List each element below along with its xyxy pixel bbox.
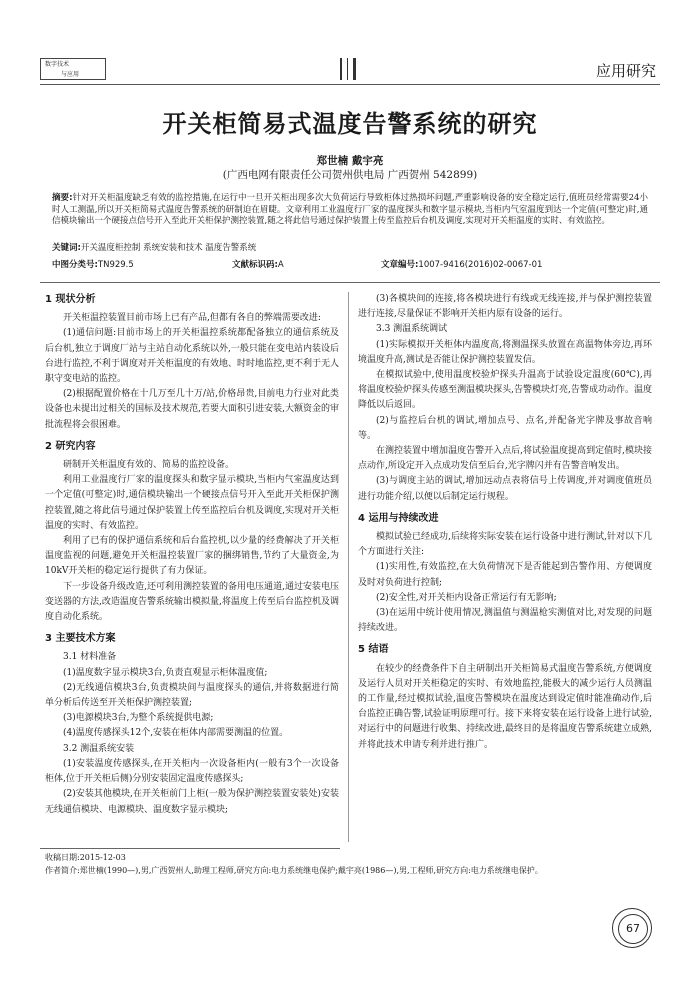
author-bio: 作者简介:郑世楠(1990—),男,广西贺州人,助理工程师,研究方向:电力系统继电保护;戴宇亮(1986—),男,工程师,研究方向:电力系统继电保护。 xyxy=(45,866,543,875)
paragraph: 开关柜温控装置目前市场上已有产品,但都有各自的弊端需要改进: xyxy=(63,313,321,324)
footnote-divider xyxy=(40,848,340,849)
doc-code-value: A xyxy=(277,260,284,270)
section-heading: 5 结语 xyxy=(358,644,389,656)
journal-logo xyxy=(40,58,106,80)
keywords xyxy=(52,243,648,254)
left-column xyxy=(45,292,339,818)
paragraph: 在测控装置中增加温度告警开入点后,将试验温度提高到定值时,模块接点动作,所设定开入点成功发信至后台,光字牌闪并有告警音响发出。 xyxy=(358,446,652,472)
paragraph: (3)电源模块3台,为整个系统提供电源; xyxy=(63,713,214,724)
header-divider xyxy=(40,84,660,85)
abstract-divider xyxy=(40,282,660,283)
section-heading: 1 现状分析 xyxy=(45,294,96,305)
paragraph: (3)在运用中统计使用情况,测温值与测温枪实测值对比,对发现的问题持续改进。 xyxy=(358,608,652,634)
paragraph: 利用工业温度行厂家的温度探头和数字显示模块,当柜内气室温度达到一个定值(可整定)时,通信模块输出一个硬接点信号开入至此开关柜保护测控装置,随之将此信号通过保护装置上传至监控后台机及调度,实现对开关柜温度的实时、有效监控。 xyxy=(45,475,339,531)
header-bar xyxy=(340,58,342,80)
affiliation: (广西电网有限责任公司贺州供电局 广西贺州 542899) xyxy=(222,169,478,181)
paragraph: 下一步设备升级改造,还可利用测控装置的备用电压通道,通过安装电压变送器的方法,改造温度告警系统输出模拟量,将温度上传至后台监控机及调度自动化系统。 xyxy=(45,581,339,623)
paragraph: (2)根据配置价格在十几万至几十万/站,价格昂贵,目前电力行业对此类设备也未提出过相关的国标及技术规范,若要大面积引进安装,大额资金的审批流程将会很困难。 xyxy=(45,389,339,430)
journal-name-line1: 数字技术 xyxy=(45,61,70,68)
page-number: 67 xyxy=(618,914,648,944)
keywords-text: 开关温度柜控制 系统安装和技术 温度告警系统 xyxy=(80,243,257,253)
paragraph: (3)与调度主站的调试,增加远动点表将信号上传调度,并对调度值班员进行功能介绍,以便以后制定运行规程。 xyxy=(358,476,652,502)
paragraph: (2)安全性,对开关柜内设备正常运行有无影响; xyxy=(376,592,557,603)
paper-title: 开关柜简易式温度告警系统的研究 xyxy=(162,110,538,138)
footnote xyxy=(45,851,645,877)
paragraph: (1)安装温度传感探头,在开关柜内一次设备柜内(一般有3个一次设备柜体,位于开关柜后侧)分别安装固定温度传感探头; xyxy=(45,758,339,785)
abstract-text: 针对开关柜温度缺乏有效的监控措施,在运行中一旦开关柜出现多次大负荷运行导致柜体过热损坏问题,严重影响设备的安全稳定运行,值班员经常需要24小时人工测温,所以开关柜简易式温度告警系统的研制迫在眉睫。文章利用工业温度行厂家的温度探头和数字显示模块,当柜内气室温度到达一个定值(可整定)时,通信模块输出一个硬接点信号开入至此开关柜保护测控装置,随之将此信号通过保护装置上传至监控后台机及调度,实现对开关柜温度的实时、有效监控。 xyxy=(52,193,648,226)
right-column xyxy=(358,292,652,753)
subsection-heading: 3.1 材料准备 xyxy=(63,652,117,663)
journal-name-line2: 与应用 xyxy=(61,71,80,78)
article-number-label: 文章编号: xyxy=(381,260,419,270)
abstract xyxy=(52,193,648,228)
received-date: 收稿日期:2015-12-03 xyxy=(45,853,126,862)
paragraph: (1)温度数字显示模块3台,负责直观显示柜体温度值; xyxy=(63,667,268,678)
authors: 郑世楠 戴宇亮 xyxy=(316,155,384,167)
section-heading: 4 运用与持续改进 xyxy=(358,512,439,524)
column-divider xyxy=(348,292,349,842)
paragraph: 研制开关柜温度有效的、简易的监控设备。 xyxy=(63,460,235,471)
paragraph: (2)无线通信模块3台,负责模块间与温度探头的通信,并将数据进行简单分析后传送至开关柜保护测控装置; xyxy=(45,682,339,709)
subsection-heading: 3.2 测温系统安装 xyxy=(63,743,135,754)
doc-code-label: 文献标识码: xyxy=(232,260,278,270)
article-number-value: 1007-9416(2016)02-0067-01 xyxy=(418,260,543,270)
paragraph: 在模拟试验中,使用温度校验炉探头升温高于试验设定温度(60℃),再将温度校验炉探头传感至测温模块探头,告警模块灯亮,告警成功动作。温度降低以后返回。 xyxy=(358,370,652,411)
paragraph: (1)实际模拟开关柜体内温度高,将测温探头放置在高温物体旁边,再环境温度升高,测试是否能让保护测控装置发信。 xyxy=(358,339,652,365)
paragraph: (1)实用性,有效监控,在大负荷情况下是否能起到告警作用、方便调度及时对负荷进行控制; xyxy=(358,562,652,588)
section-heading: 3 主要技术方案 xyxy=(45,633,116,645)
paragraph: 利用了已有的保护通信系统和后台监控机,以少量的经费解决了开关柜温度监视的问题,避免开关柜温控装置厂家的捆绑销售,节约了大量资金,为10kV开关柜的稳定运行提供了有力保证。 xyxy=(45,536,339,577)
paragraph: (2)安装其他模块,在开关柜前门上柜(一般为保护测控装置安装处)安装无线通信模块、电源模块、温度数字显示模块; xyxy=(45,789,339,815)
paragraph: (4)温度传感探头12个,安装在柜体内部需要测温的位置。 xyxy=(63,728,289,739)
section-tag: 应用研究 xyxy=(595,62,656,80)
paragraph: (2)与监控后台机的调试,增加点号、点名,并配备光字牌及事故音响等。 xyxy=(358,415,652,441)
clc-value: TN929.5 xyxy=(97,260,134,270)
header-bars xyxy=(340,58,362,80)
clc-label: 中图分类号: xyxy=(52,260,98,270)
section-heading: 2 研究内容 xyxy=(45,440,96,452)
header-bar xyxy=(353,58,356,80)
keywords-label: 关键词: xyxy=(52,243,81,253)
paragraph: (1)通信问题:目前市场上的开关柜温控系统都配备独立的通信系统及后台机,独立于调度厂站与主站自动化系统以外,一般只能在变电站内装设后台进行监控,不利于调度对开关柜温度的有效地、时时地监控,更不利于无人职守变电站的监控。 xyxy=(45,328,339,385)
header-bar xyxy=(347,58,348,80)
paragraph: (3)各模块间的连接,将各模块进行有线或无线连接,并与保护测控装置进行连接,尽量保证不影响开关柜内原有设备的运行。 xyxy=(358,294,652,320)
clc-number xyxy=(52,258,134,270)
abstract-label: 摘要: xyxy=(52,193,73,203)
subsection-heading: 3.3 测温系统调试 xyxy=(376,324,448,335)
paragraph: 模拟试验已经成功,后续将实际安装在运行设备中进行测试,针对以下几个方面进行关注: xyxy=(358,532,652,558)
page-number-badge xyxy=(612,908,652,948)
article-number xyxy=(381,258,542,270)
document-code xyxy=(232,258,284,270)
paragraph: 在较少的经费条件下自主研制出开关柜简易式温度告警系统,方便调度及运行人员对开关柜稳定的实时、有效地监控,能极大的减少运行人员测温的工作量,经过模拟试验,温度告警模块在温度达到设定值时能准确动作,后台监控正确告警,试验证明原理可行。接下来将安装在运行设备上进行试验,对运行中的问题进行收集、持续改进,最终目的是将温度告警系统建立成熟,并将此技术申请专利并进行推广。 xyxy=(358,663,652,750)
